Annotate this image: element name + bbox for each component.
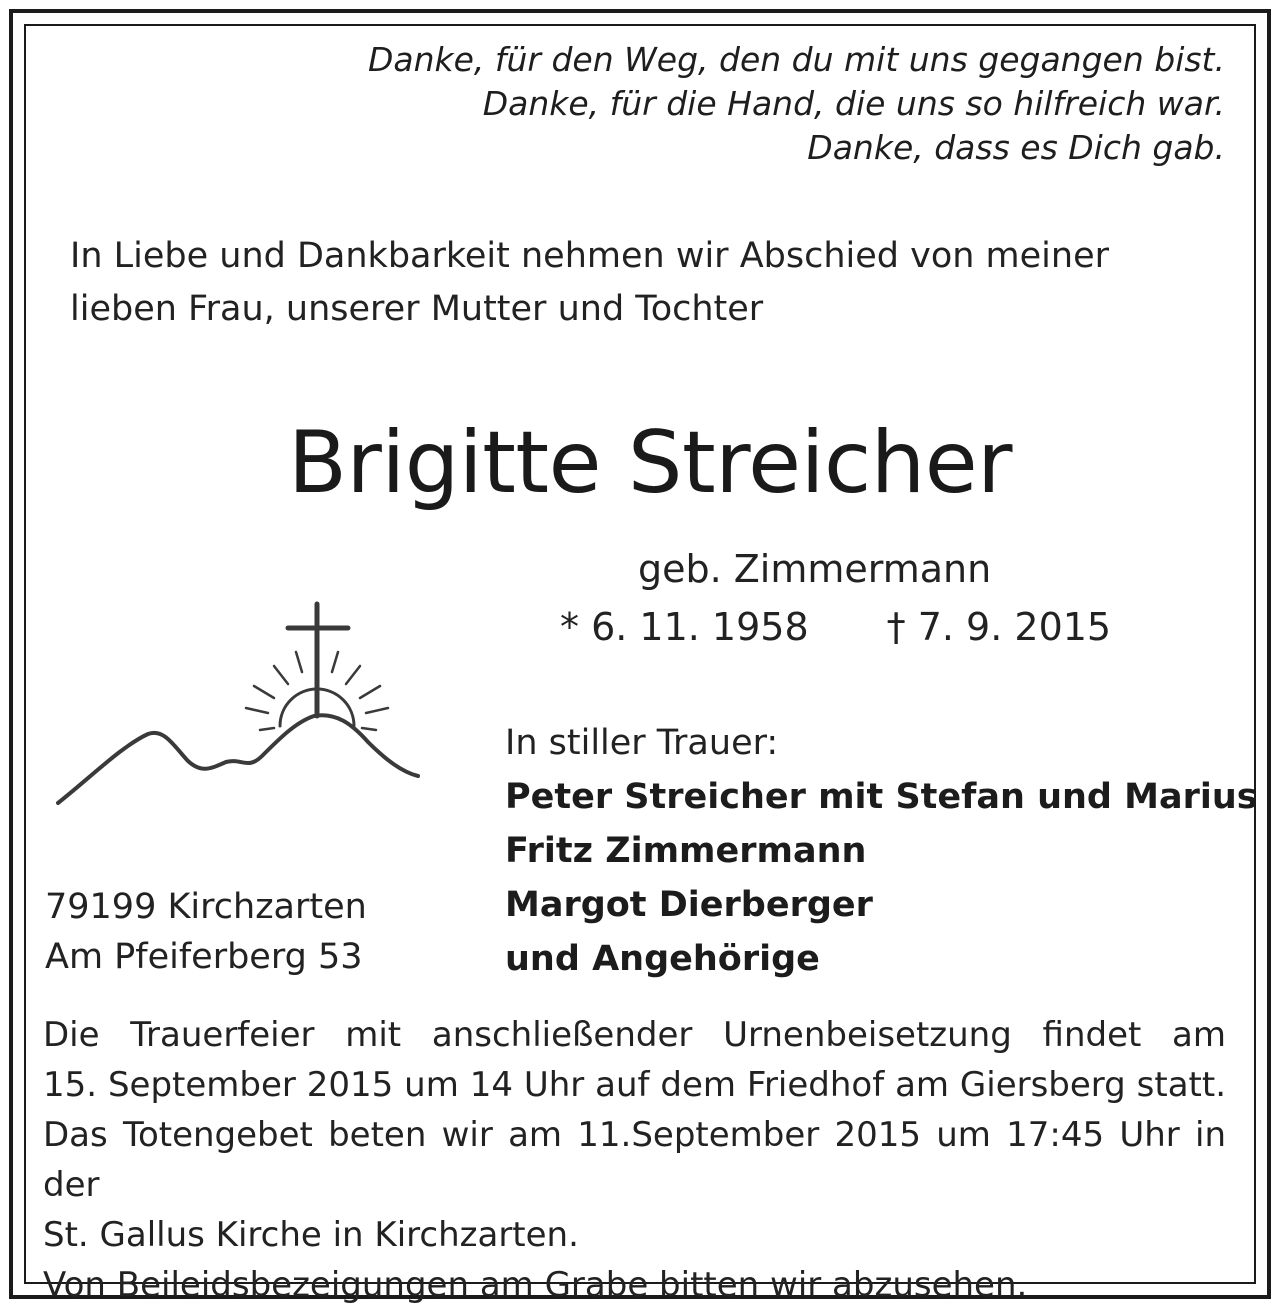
quote-line-3: Danke, dass es Dich gab. [807, 128, 1225, 167]
quote-block [368, 38, 1225, 170]
death-date: † 7. 9. 2015 [886, 605, 1112, 649]
intro-line-1: In Liebe und Dankbarkeit nehmen wir Abschied von meiner [70, 236, 1110, 276]
address-line-2: Am Pfeiferberg 53 [45, 937, 363, 977]
notice-line-4: St. Gallus Kirche in Kirchzarten. [43, 1215, 579, 1255]
intro-text [70, 230, 1109, 336]
funeral-notice [43, 1010, 1226, 1310]
life-dates [560, 602, 1111, 652]
mourners-list [505, 770, 1258, 986]
intro-line-2: lieben Frau, unserer Mutter und Tochter [70, 289, 764, 329]
birth-date: * 6. 11. 1958 [560, 605, 809, 649]
notice-line-3: Das Totengebet beten wir am 11.September 2015 um 17:45 Uhr in der [43, 1115, 1226, 1205]
mourner-3: Margot Dierberger [505, 885, 873, 925]
quote-line-1: Danke, für den Weg, den du mit uns gegangen bist. [367, 40, 1225, 79]
cross-sunrise-mountain-icon [52, 596, 424, 810]
mourning-label: In stiller Trauer: [505, 723, 779, 763]
notice-line-2: 15. September 2015 um 14 Uhr auf dem Friedhof am Giersberg statt. [43, 1065, 1226, 1105]
maiden-name: geb. Zimmermann [638, 547, 992, 591]
address [45, 882, 367, 982]
deceased-name: Brigitte Streicher [287, 413, 1013, 513]
quote-line-2: Danke, für die Hand, die uns so hilfreich war. [482, 84, 1225, 123]
mourner-1: Peter Streicher mit Stefan und Marius [505, 777, 1258, 817]
address-line-1: 79199 Kirchzarten [45, 887, 367, 927]
notice-line-1: Die Trauerfeier mit anschließender Urnenbeisetzung findet am [43, 1015, 1226, 1055]
notice-line-5: Von Beileidsbezeigungen am Grabe bitten wir abzusehen. [43, 1265, 1028, 1305]
mourner-4: und Angehörige [505, 939, 820, 979]
mourner-2: Fritz Zimmermann [505, 831, 867, 871]
